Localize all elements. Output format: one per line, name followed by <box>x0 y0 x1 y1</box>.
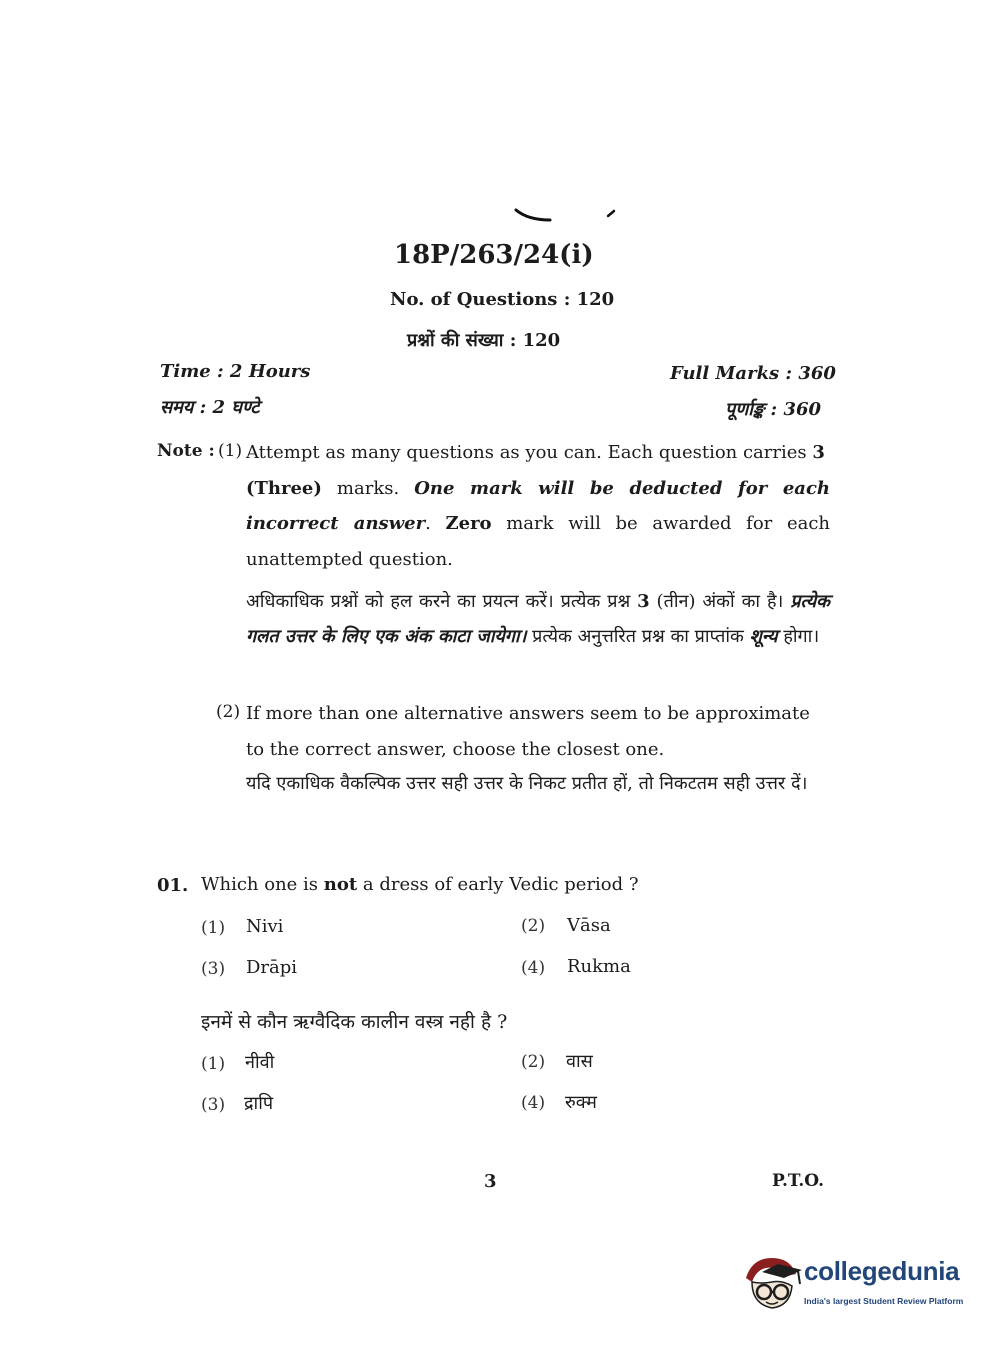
note-1-english: Attempt as many questions as you can. Each question carries 3 (Three) marks. One mark will be deducted for each incorrect answer. Zero mark will be awarded for each unattempted question. <box>246 442 830 570</box>
mascot-icon <box>742 1252 804 1314</box>
note-2-hindi: यदि एकाधिक वैकल्पिक उत्तर सही उत्तर के निकट प्रतीत हों, तो निकटतम सही उत्तर दें। <box>246 773 808 794</box>
page-number: 3 <box>484 1171 497 1192</box>
option-hi-4-number: (4) <box>521 1093 546 1113</box>
note-2-english: If more than one alternative answers seem to be approximate to the correct answer, choose the closest one. <box>246 703 810 760</box>
note-label: Note : <box>157 441 215 461</box>
option-hi-1-text: नीवी <box>245 1052 275 1073</box>
question-text-en: Which one is not a dress of early Vedic period ? <box>201 874 639 895</box>
collegedunia-watermark <box>742 1252 972 1322</box>
option-3-text: Drāpi <box>246 957 298 978</box>
full-marks-en: Full Marks : 360 <box>670 363 836 384</box>
option-2-number: (2) <box>521 916 546 936</box>
time-en: Time : 2 Hours <box>160 361 311 382</box>
question-text-hi: इनमें से कौन ऋग्वैदिक कालीन वस्त्र नही है ? <box>201 1011 508 1033</box>
option-2-text: Vāsa <box>567 915 611 936</box>
option-4-number: (4) <box>521 958 546 978</box>
brand-name: collegedunia <box>804 1256 960 1286</box>
paper-code: 18P/263/24(i) <box>394 240 594 270</box>
option-hi-2-number: (2) <box>521 1052 546 1072</box>
question-number: 01. <box>157 875 189 896</box>
option-4-text: Rukma <box>567 956 631 977</box>
note-2-number: (2) <box>216 702 241 722</box>
pen-mark <box>510 200 630 230</box>
questions-count-hi: प्रश्नों की संख्या : 120 <box>407 330 561 351</box>
questions-count-en: No. of Questions : 120 <box>390 289 615 310</box>
note-1-hindi: अधिकाधिक प्रश्नों को हल करने का प्रयत्न करें। प्रत्येक प्रश्न 3 (तीन) अंकों का है। प्रत्येक गलत उत्तर के लिए एक अंक काटा जायेगा। प्रत्येक अनुत्तरित प्रश्न का प्राप्तांक शून्य होगा। <box>246 591 831 647</box>
full-marks-hi: पूर्णाङ्क : 360 <box>725 399 822 420</box>
option-hi-2-text: वास <box>566 1051 593 1072</box>
option-hi-3-number: (3) <box>201 1095 226 1115</box>
option-3-number: (3) <box>201 959 226 979</box>
option-1-text: Nivi <box>246 916 284 937</box>
pto-label: P.T.O. <box>772 1171 824 1191</box>
brand-tagline: India's largest Student Review Platform <box>804 1296 964 1306</box>
note-1-number: (1) <box>218 441 243 461</box>
time-hi: समय : 2 घण्टे <box>160 397 260 418</box>
option-hi-3-text: द्रापि <box>244 1093 274 1114</box>
option-hi-1-number: (1) <box>201 1054 226 1074</box>
option-hi-4-text: रुक्म <box>565 1092 597 1113</box>
option-1-number: (1) <box>201 918 226 938</box>
